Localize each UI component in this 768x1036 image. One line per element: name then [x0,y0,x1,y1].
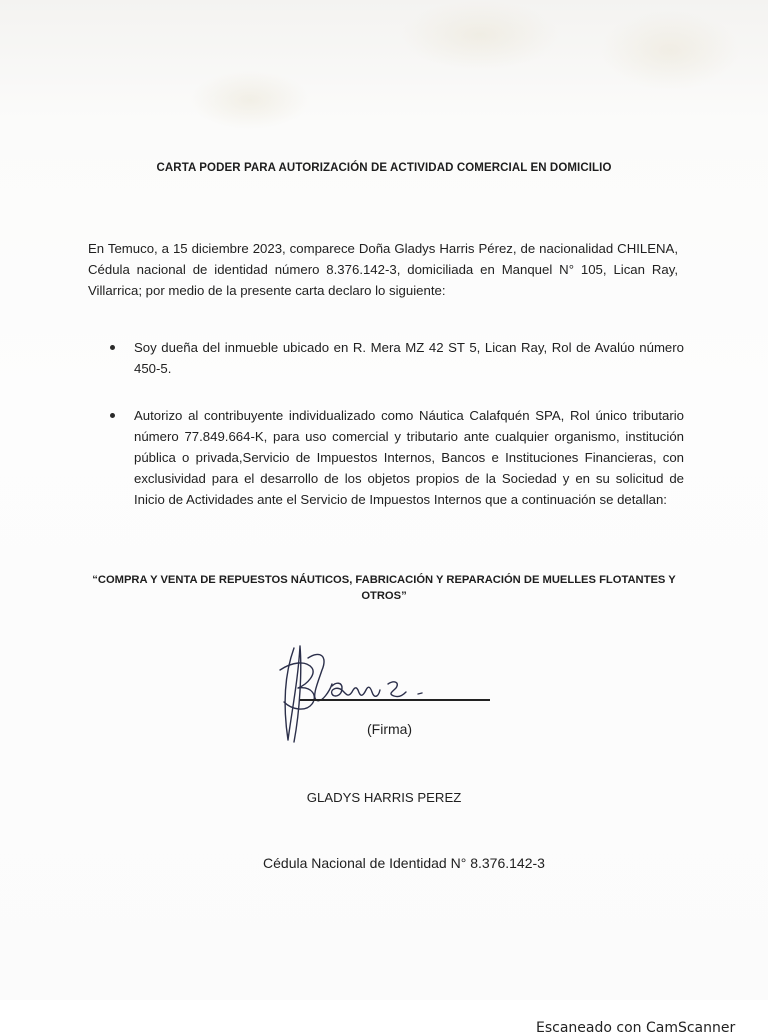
activity-description: “COMPRA Y VENTA DE REPUESTOS NÁUTICOS, FABRICACIÓN Y REPARACIÓN DE MUELLES FLOTANTES Y OTROS” [92,574,676,602]
document-title: CARTA PODER PARA AUTORIZACIÓN DE ACTIVIDAD COMERCIAL EN DOMICILIO [156,162,612,174]
intro-paragraph: En Temuco, a 15 diciembre 2023, comparece Doña Gladys Harris Pérez, de nacionalidad CHILENA, Cédula nacional de identidad número 8.376.142-3, domiciliada en Manquel N° 105, Lican Ray, Villarrica; por medio de la presente carta declaro lo siguiente: [88,241,678,298]
declaration-list [110,405,684,510]
signature-line [300,699,490,701]
camscanner-watermark: Escaneado con CamScanner [536,1020,736,1036]
signer-name: GLADYS HARRIS PEREZ [306,790,462,805]
bullet-icon [110,345,115,350]
list-item-text: Soy dueña del inmueble ubicado en R. Mera MZ 42 ST 5, Lican Ray, Rol de Avalúo número 450-5. [134,340,684,376]
paper-stain [190,70,310,130]
list-item [110,405,684,510]
signer-id: Cédula Nacional de Identidad N° 8.376.142-3 [263,855,545,871]
paper-stain [600,10,740,90]
list-item [110,337,684,379]
signature-caption: (Firma) [367,721,413,737]
declaration-list [110,337,684,379]
bullet-icon [110,413,115,418]
paper-stain [400,0,560,70]
list-item-text: Autorizo al contribuyente individualizado como Náutica Calafquén SPA, Rol único tributario número 77.849.664-K, para uso comercial y tributario ante cualquier organismo, institución pública o privada,Servicio de Impuestos Internos, Bancos e Instituciones Financieras, con exclusividad para el desarrollo de los objetos propios de la Sociedad y en su solicitud de Inicio de Actividades ante el Servicio de Impuestos Internos que a continuación se detallan: [134,408,684,507]
